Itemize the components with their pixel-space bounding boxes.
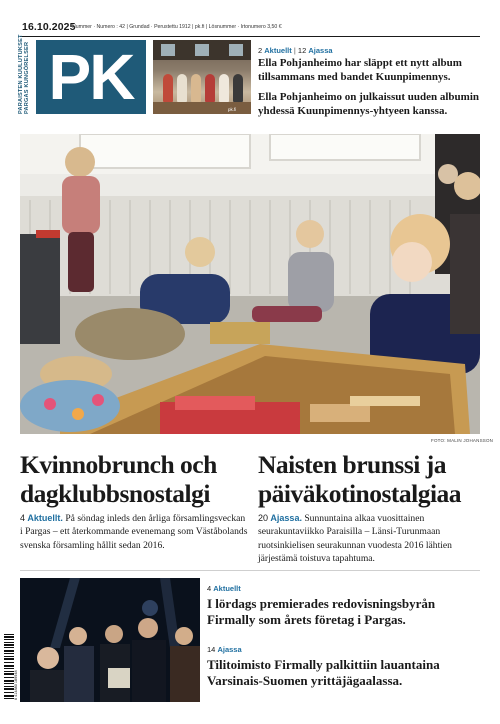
band-member (233, 74, 243, 102)
story-page-num-sv: 4 (207, 584, 212, 593)
band-member (219, 74, 229, 102)
story-tag-fi (207, 645, 242, 654)
story-headline-sv[interactable]: I lördags premierades redovisningsbyrån Firmally som årets företag i Pargas. (207, 596, 436, 627)
issue-info: Nummer · Numero : 42 | Grundad · Perustettu 1912 | pk.fi | Lösnummer · Irtonumero 3,50 € (72, 24, 282, 30)
barcode-digits: 6 414880 189948 (14, 670, 18, 700)
lead-text-sv: På söndag inleds den årliga församlingsveckan i Pargas – ett återkommande evenemang som Väståbolands svenska församling hållit sedan 2016. (20, 513, 248, 551)
band-member (191, 74, 201, 102)
lead-section-fi[interactable]: Ajassa. (270, 513, 302, 523)
barcode (2, 632, 18, 702)
vertical-title-sv: PARGAS KUNGÖRELSER (24, 41, 30, 114)
teaser-tag-separator: | (293, 46, 296, 55)
story-headline-fi[interactable]: Tilitoimisto Firmally palkittiin lauantaina Varsinais-Suomen yrittäjägaalassa. (207, 657, 440, 688)
story-section-fi[interactable]: Ajassa (217, 645, 242, 654)
teaser-section-tag (258, 46, 333, 55)
story-section-sv[interactable]: Aktuellt (213, 584, 241, 593)
lead-headline-sv[interactable]: Kvinnobrunch och dagklubbsnostalgi (20, 450, 217, 508)
band-member (205, 74, 215, 102)
lead-text-fi: Sunnuntaina alkaa vuosittainen seurakuntaviikko Paraisilla – Länsi-Turunmaan ruotsinkielisen seurakunnan vuodesta 2016 lähtien järjestämä toistuva tapahtuma. (258, 513, 452, 564)
masthead-vertical-title (18, 34, 32, 114)
newspaper-logo[interactable] (36, 40, 146, 114)
issue-date: 16.10.2025 (22, 21, 76, 33)
teaser-photo-window (161, 44, 175, 56)
teaser-section-sv[interactable]: Aktuellt (264, 46, 292, 55)
main-photo-credit: FOTO: MALIN JOHANSSON (431, 438, 494, 443)
teaser-photo-window (195, 44, 209, 56)
teaser-page-num-sv: 2 (258, 46, 263, 55)
story-page-num-fi: 14 (207, 645, 216, 654)
teaser-section-fi[interactable]: Ajassa (308, 46, 333, 55)
teaser-photo-window (229, 44, 243, 56)
teaser-page-num-fi: 12 (297, 46, 307, 55)
lead-page-num-sv: 4 (20, 513, 26, 523)
vertical-title-fi: PARAISTEN KUULUTUKSET (18, 34, 24, 114)
lead-body-sv (20, 512, 250, 552)
teaser-photo[interactable] (153, 40, 251, 114)
story-tag-sv (207, 584, 241, 593)
main-photo-illustration (20, 134, 480, 434)
gala-photo-illustration (20, 578, 200, 702)
teaser-photo-credit: pk.fi (228, 107, 237, 112)
lead-headline-fi[interactable]: Naisten brunssi ja päiväkotinostalgiaa (258, 450, 462, 508)
band-member (163, 74, 173, 102)
section-divider (20, 570, 480, 571)
teaser-photo-floor (153, 102, 251, 114)
band-member (177, 74, 187, 102)
lead-page-num-fi: 20 (258, 513, 269, 523)
teaser-headline-fi[interactable]: Ella Pohjanheimo on julkaissut uuden albumin yhdessä Kuunpimennys-yhtyeen kanssa. (258, 91, 479, 117)
logo-text: PK (48, 41, 134, 113)
gala-photo[interactable] (20, 578, 200, 702)
lead-body-fi (258, 512, 480, 565)
masthead-rule (20, 36, 480, 37)
lead-section-sv[interactable]: Aktuellt. (27, 513, 63, 523)
teaser-headline-sv[interactable]: Ella Pohjanheimo har släppt ett nytt album tillsammans med bandet Kuunpimennys. (258, 57, 462, 83)
main-photo[interactable] (20, 134, 480, 434)
barcode-graphic (2, 632, 18, 702)
